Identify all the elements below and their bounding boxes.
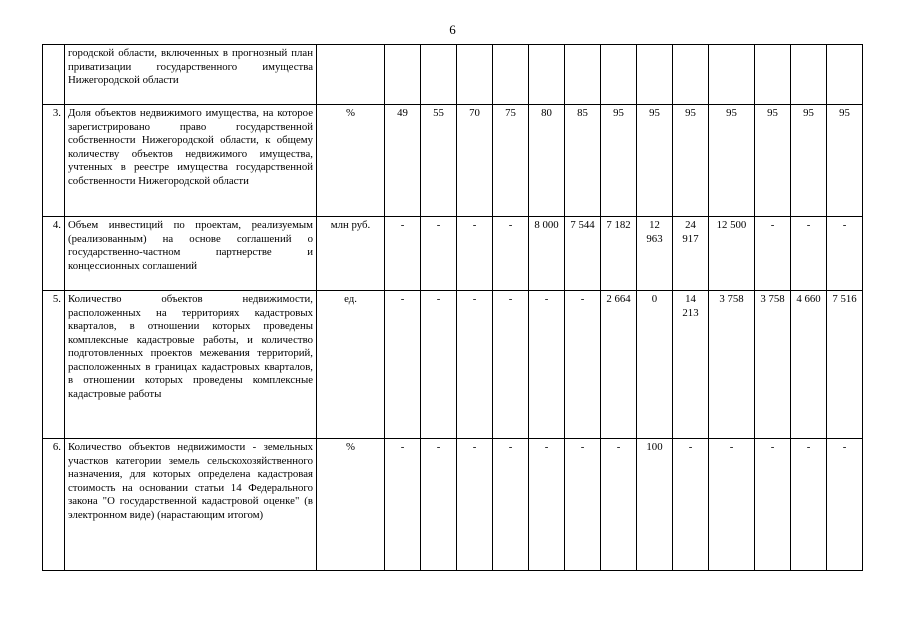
value-cell: 75 xyxy=(493,105,529,217)
table-row xyxy=(43,45,863,105)
value-cell: - xyxy=(385,439,421,571)
value-cell xyxy=(601,45,637,105)
value-cell: - xyxy=(529,291,565,439)
value-cell: - xyxy=(601,439,637,571)
value-cell: - xyxy=(755,439,791,571)
row-number: 5. xyxy=(43,291,65,439)
indicator-description: Доля объектов недвижимого имущества, на которое зарегистрировано право государственной собственности Нижегородской области, к общему количеству объектов недвижимого имущества, учтенных в реестре имущества государственной собственности Нижегородской области xyxy=(65,105,317,217)
value-cell: 95 xyxy=(791,105,827,217)
unit-cell: % xyxy=(317,105,385,217)
value-cell: 95 xyxy=(637,105,673,217)
value-cell: - xyxy=(493,217,529,291)
value-cell: 95 xyxy=(601,105,637,217)
value-cell: 8 000 xyxy=(529,217,565,291)
value-cell: - xyxy=(755,217,791,291)
table-row xyxy=(43,291,863,439)
unit-cell: % xyxy=(317,439,385,571)
table-row xyxy=(43,217,863,291)
value-cell xyxy=(637,45,673,105)
value-cell: 80 xyxy=(529,105,565,217)
value-cell: 24 917 xyxy=(673,217,709,291)
value-cell: - xyxy=(385,291,421,439)
value-cell: - xyxy=(493,439,529,571)
value-cell: 100 xyxy=(637,439,673,571)
row-number: 4. xyxy=(43,217,65,291)
value-cell: 7 544 xyxy=(565,217,601,291)
value-cell: - xyxy=(791,217,827,291)
value-cell: 85 xyxy=(565,105,601,217)
table-row xyxy=(43,105,863,217)
value-cell xyxy=(673,45,709,105)
value-cell: 70 xyxy=(457,105,493,217)
unit-cell: ед. xyxy=(317,291,385,439)
value-cell: 49 xyxy=(385,105,421,217)
indicator-description: Объем инвестиций по проектам, реализуемым (реализованным) на основе соглашений о государственно-частном партнерстве и концессионных соглашений xyxy=(65,217,317,291)
row-number: 3. xyxy=(43,105,65,217)
page-number: 6 xyxy=(449,22,456,37)
value-cell: 2 664 xyxy=(601,291,637,439)
indicator-description: Количество объектов недвижимости - земельных участков категории земель сельскохозяйственного назначения, для которых определена кадастровая стоимость на основании статьи 14 Федерального закона "О государственной кадастровой оценке" (в электронном виде) (нарастающим итогом) xyxy=(65,439,317,571)
value-cell xyxy=(565,45,601,105)
value-cell xyxy=(755,45,791,105)
value-cell: - xyxy=(385,217,421,291)
value-cell: - xyxy=(565,291,601,439)
value-cell: 55 xyxy=(421,105,457,217)
value-cell: - xyxy=(709,439,755,571)
value-cell: 7 516 xyxy=(827,291,863,439)
value-cell xyxy=(493,45,529,105)
row-number xyxy=(43,45,65,105)
value-cell xyxy=(827,45,863,105)
indicators-table xyxy=(42,44,863,571)
value-cell xyxy=(709,45,755,105)
value-cell: 3 758 xyxy=(755,291,791,439)
value-cell: 95 xyxy=(673,105,709,217)
value-cell xyxy=(791,45,827,105)
value-cell: - xyxy=(673,439,709,571)
value-cell: - xyxy=(827,217,863,291)
unit-cell: млн руб. xyxy=(317,217,385,291)
value-cell: - xyxy=(529,439,565,571)
value-cell: - xyxy=(457,291,493,439)
value-cell: - xyxy=(421,291,457,439)
value-cell: - xyxy=(827,439,863,571)
indicator-description: Количество объектов недвижимости, расположенных на территориях кадастровых кварталов, в отношении которых проведены комплексные кадастровые работы, и количество подготовленных проектов межевания территорий, расположенных в границах кадастровых кварталов, в отношении которых проведены комплексные кадастровые работы xyxy=(65,291,317,439)
value-cell: 4 660 xyxy=(791,291,827,439)
value-cell: - xyxy=(457,439,493,571)
value-cell xyxy=(457,45,493,105)
value-cell: 95 xyxy=(755,105,791,217)
value-cell: 0 xyxy=(637,291,673,439)
value-cell: 7 182 xyxy=(601,217,637,291)
value-cell: 12 500 xyxy=(709,217,755,291)
value-cell: - xyxy=(421,439,457,571)
row-number: 6. xyxy=(43,439,65,571)
value-cell: 95 xyxy=(709,105,755,217)
value-cell: 3 758 xyxy=(709,291,755,439)
value-cell: - xyxy=(493,291,529,439)
indicator-description: городской области, включенных в прогнозный план приватизации государственного имущества Нижегородской области xyxy=(65,45,317,105)
table-row xyxy=(43,439,863,571)
value-cell: - xyxy=(565,439,601,571)
value-cell: 14 213 xyxy=(673,291,709,439)
value-cell xyxy=(421,45,457,105)
value-cell: - xyxy=(791,439,827,571)
value-cell: - xyxy=(421,217,457,291)
value-cell xyxy=(529,45,565,105)
value-cell: 95 xyxy=(827,105,863,217)
value-cell xyxy=(385,45,421,105)
value-cell: 12 963 xyxy=(637,217,673,291)
unit-cell xyxy=(317,45,385,105)
value-cell: - xyxy=(457,217,493,291)
